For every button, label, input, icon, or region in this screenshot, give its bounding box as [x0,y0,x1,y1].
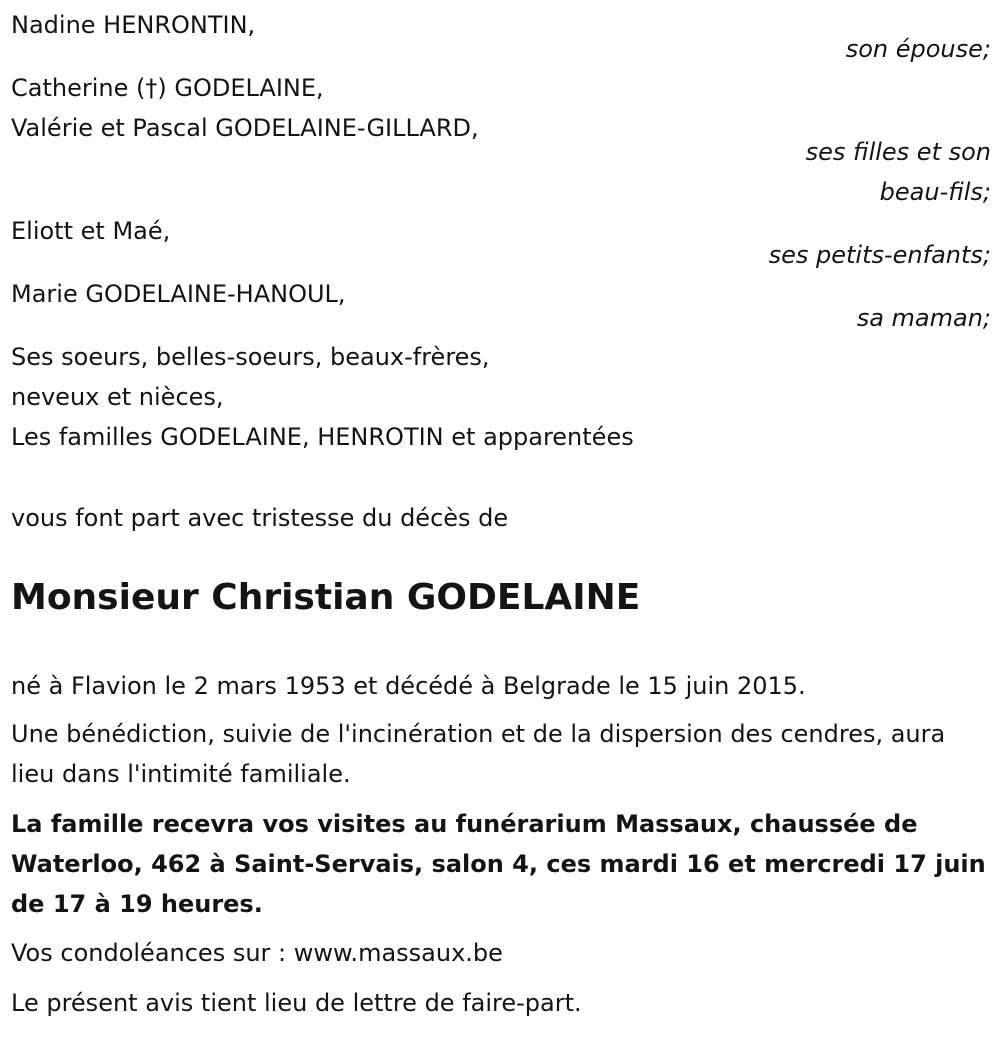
announcement-text: vous font part avec tristesse du décès de [11,504,509,532]
spouse-role: son épouse; [845,35,991,63]
spouse-name: Nadine HENRONTIN, [11,11,256,39]
others-line: neveux et nièces, [11,383,224,411]
closing-text: Le présent avis tient lieu de lettre de faire-part. [11,989,582,1017]
daughters-role-line1: ses filles et son [805,138,991,166]
birth-death-text: né à Flavion le 2 mars 1953 et décédé à Belgrade le 15 juin 2015. [11,672,806,700]
grandchildren-block [11,211,991,275]
condolences-text: Vos condoléances sur : www.massaux.be [11,939,503,967]
spouse-block [11,5,991,69]
ceremony-text: Une bénédiction, suivie de l'incinération et de la dispersion des cendres, aura lieu dans l'intimité familiale. [11,720,946,788]
daughter-line: Catherine (†) GODELAINE, [11,74,324,102]
others-line: Les familles GODELAINE, HENROTIN et apparentées [11,423,634,451]
daughter-line: Valérie et Pascal GODELAINE-GILLARD, [11,114,479,142]
mother-name: Marie GODELAINE-HANOUL, [11,280,346,308]
visits-text: La famille recevra vos visites au funérarium Massaux, chaussée de Waterloo, 462 à Saint-Servais, salon 4, ces mardi 16 et mercredi 17 juin de 17 à 19 heures. [11,810,986,918]
daughters-role-line2: beau-fils; [879,178,991,206]
others-line: Ses soeurs, belles-soeurs, beaux-frères, [11,343,490,371]
grandchildren-name: Eliott et Maé, [11,217,171,245]
deceased-name: Monsieur Christian GODELAINE [11,577,641,618]
grandchildren-role: ses petits-enfants; [768,241,991,269]
mother-role: sa maman; [856,304,991,332]
daughters-block [11,68,991,212]
others-block [11,337,991,457]
mother-block [11,274,991,338]
